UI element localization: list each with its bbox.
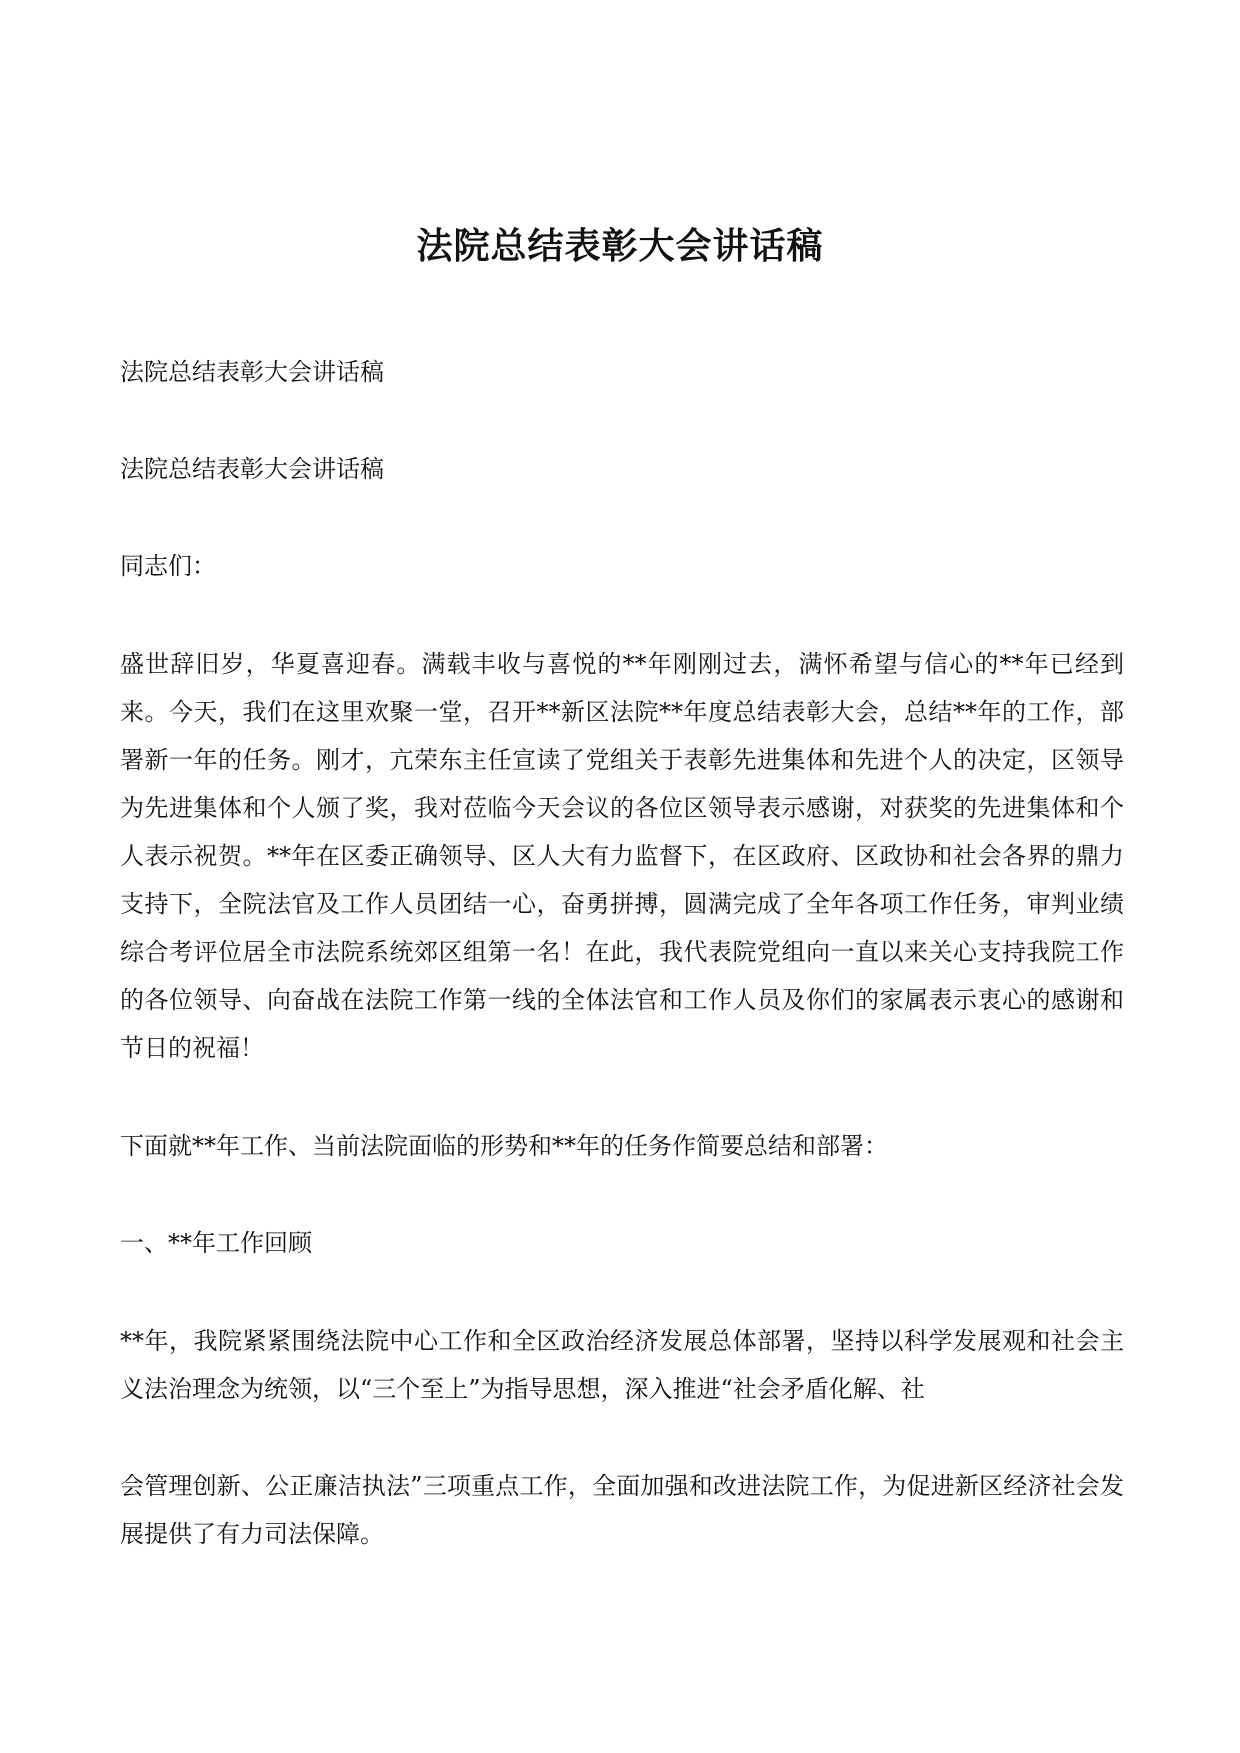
outline-paragraph: 下面就**年工作、当前法院面临的形势和**年的任务作简要总结和部署：: [120, 1132, 888, 1160]
subtitle-paragraph: 法院总结表彰大会讲话稿: [120, 358, 384, 386]
review-paragraph-continued: 会管理创新、公正廉洁执法”三项重点工作，全面加强和改进法院工作，为促进新区经济社会发展提供了有力司法保障。: [120, 1472, 1124, 1548]
review-paragraph: **年，我院紧紧围绕法院中心工作和全区政治经济发展总体部署，坚持以科学发展观和社会主义法治理念为统领，以“三个至上”为指导思想，深入推进“社会矛盾化解、社: [120, 1327, 1124, 1403]
section-heading: 一、**年工作回顾: [120, 1229, 312, 1257]
salutation-paragraph: 同志们：: [120, 552, 216, 580]
subtitle-paragraph-repeat: 法院总结表彰大会讲话稿: [120, 455, 384, 483]
document-title: 法院总结表彰大会讲话稿: [416, 225, 824, 267]
opening-paragraph: 盛世辞旧岁，华夏喜迎春。满载丰收与喜悦的**年刚刚过去，满怀希望与信心的**年已经到来。今天，我们在这里欢聚一堂，召开**新区法院**年度总结表彰大会，总结**年的工作，部署新一年的任务。刚才，亢荣东主任宣读了党组关于表彰先进集体和先进个人的决定，区领导为先进集体和个人颁了奖，我对莅临今天会议的各位区领导表示感谢，对获奖的先进集体和个人表示祝贺。**年在区委正确领导、区人大有力监督下，在区政府、区政协和社会各界的鼎力支持下，全院法官及工作人员团结一心，奋勇拼搏，圆满完成了全年各项工作任务，审判业绩综合考评位居全市法院系统郊区组第一名！在此，我代表院党组向一直以来关心支持我院工作的各位领导、向奋战在法院工作第一线的全体法官和工作人员及你们的家属表示衷心的感谢和节日的祝福！: [120, 650, 1124, 1062]
